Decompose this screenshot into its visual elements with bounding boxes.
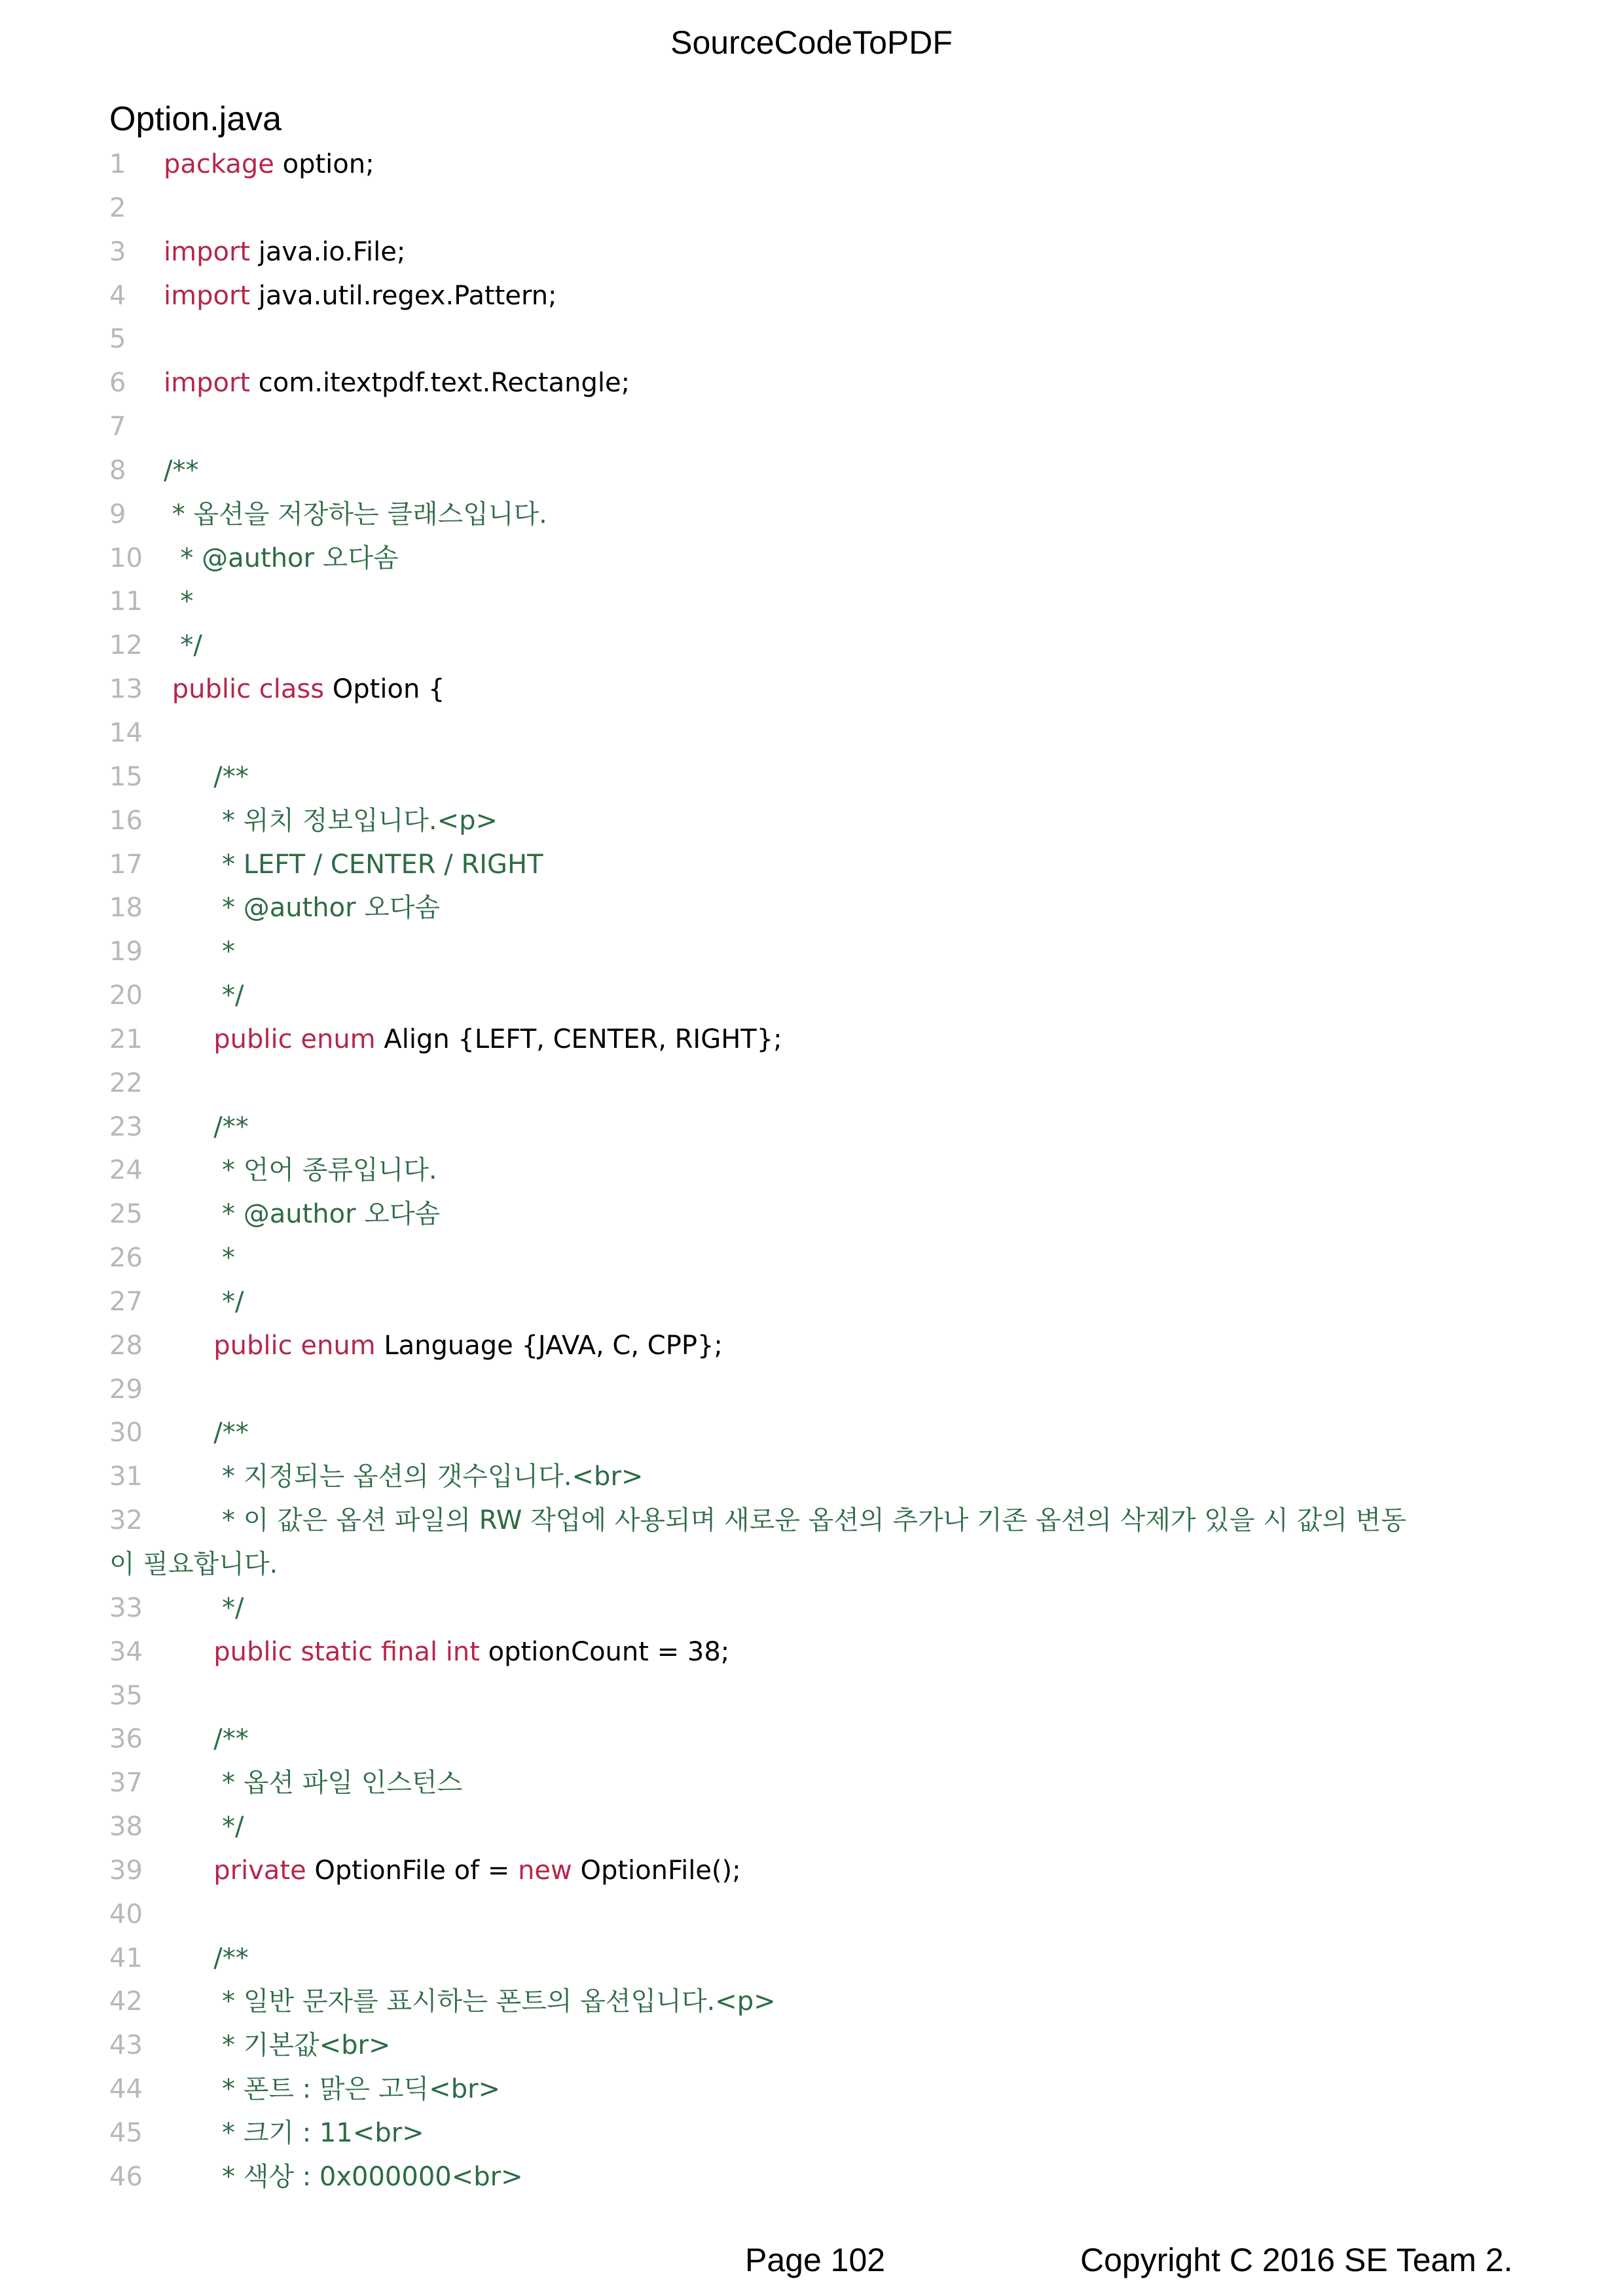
keyword-token: public class <box>164 674 325 705</box>
line-number: 19 <box>109 937 143 967</box>
keyword-token: private <box>164 1855 306 1886</box>
line-number: 35 <box>109 1680 143 1711</box>
code-line <box>109 1499 1523 1587</box>
comment-token: * 옵션 파일 인스턴스 <box>164 1768 463 1799</box>
line-number: 8 <box>109 455 126 486</box>
line-number: 44 <box>109 2074 143 2105</box>
line-content <box>164 755 249 799</box>
code-token: option; <box>274 149 374 179</box>
line-content <box>164 1193 440 1236</box>
comment-token: * <box>164 937 236 967</box>
code-line <box>109 886 1523 930</box>
comment-token: * @author 오다솜 <box>164 543 399 573</box>
code-line <box>109 1849 1523 1893</box>
line-number: 30 <box>109 1418 143 1448</box>
code-line <box>109 317 1523 361</box>
keyword-token: import <box>164 280 251 311</box>
line-content <box>164 974 244 1018</box>
copyright-notice: Copyright C 2016 SE Team 2. <box>1080 2242 1513 2278</box>
code-line <box>109 274 1523 318</box>
comment-token: */ <box>164 1812 244 1842</box>
code-line <box>109 1630 1523 1674</box>
line-content <box>164 537 399 581</box>
comment-token: /** <box>164 1418 249 1448</box>
line-content <box>164 1499 1406 1543</box>
code-line <box>109 624 1523 668</box>
code-line <box>109 1062 1523 1105</box>
line-content <box>164 143 374 187</box>
line-content <box>164 230 405 274</box>
line-content <box>164 1236 235 1280</box>
comment-token: * <box>164 1243 236 1274</box>
line-content <box>164 886 440 930</box>
line-number: 25 <box>109 1199 143 1230</box>
line-number: 37 <box>109 1768 143 1799</box>
code-line <box>109 1280 1523 1324</box>
code-line <box>109 2024 1523 2068</box>
code-line <box>109 668 1523 711</box>
code-line <box>109 1149 1523 1193</box>
line-content <box>164 2155 523 2199</box>
code-line <box>109 1805 1523 1849</box>
code-line <box>109 1411 1523 1455</box>
line-number: 2 <box>109 192 126 223</box>
comment-token: /** <box>164 455 199 486</box>
line-number: 26 <box>109 1243 143 1274</box>
line-content <box>164 843 543 887</box>
code-line <box>109 974 1523 1018</box>
code-line <box>109 405 1523 449</box>
code-line <box>109 1717 1523 1761</box>
line-content <box>164 1105 249 1149</box>
line-content <box>164 1805 244 1849</box>
code-line <box>109 2111 1523 2155</box>
line-number: 21 <box>109 1024 143 1054</box>
comment-token: */ <box>164 1286 244 1317</box>
code-line <box>109 449 1523 493</box>
code-line <box>109 1018 1523 1062</box>
code-line <box>109 930 1523 974</box>
comment-token: */ <box>164 980 244 1011</box>
code-token: com.itextpdf.text.Rectangle; <box>250 368 630 399</box>
comment-token: * 크기 : 11<br> <box>164 2117 424 2148</box>
keyword-token: new <box>518 1855 572 1886</box>
comment-token: * 기본값<br> <box>164 2030 391 2061</box>
line-content <box>164 1587 244 1630</box>
line-content <box>164 1280 244 1324</box>
comment-token: /** <box>164 1111 249 1142</box>
line-content <box>164 2111 424 2155</box>
line-number: 13 <box>109 674 143 705</box>
code-token: Language {JAVA, C, CPP}; <box>375 1330 723 1361</box>
line-number: 10 <box>109 543 143 573</box>
code-line <box>109 1761 1523 1805</box>
comment-token: * @author 오다솜 <box>164 1199 441 1230</box>
code-line <box>109 799 1523 843</box>
comment-token: */ <box>164 630 202 661</box>
line-number: 20 <box>109 980 143 1011</box>
code-line <box>109 580 1523 624</box>
comment-token: * 폰트 : 맑은 고딕<br> <box>164 2074 501 2105</box>
comment-token: /** <box>164 1943 249 1973</box>
code-line <box>109 143 1523 187</box>
code-token: OptionFile(); <box>572 1855 741 1886</box>
line-content <box>164 2024 391 2068</box>
code-line <box>109 2155 1523 2199</box>
line-number: 17 <box>109 849 143 880</box>
code-line <box>109 1455 1523 1499</box>
line-number: 27 <box>109 1286 143 1317</box>
code-line <box>109 711 1523 755</box>
line-content <box>164 1717 249 1761</box>
line-number: 5 <box>109 324 126 355</box>
line-number: 38 <box>109 1812 143 1842</box>
comment-token: * 옵션을 저장하는 클래스입니다. <box>164 499 547 529</box>
comment-token: * <box>164 586 194 617</box>
code-token: Option { <box>324 674 445 705</box>
code-line <box>109 1368 1523 1412</box>
line-number: 9 <box>109 499 126 529</box>
line-number: 22 <box>109 1067 143 1098</box>
line-content <box>164 1761 462 1805</box>
code-line <box>109 1324 1523 1368</box>
code-listing <box>109 143 1523 2199</box>
line-content <box>164 1324 723 1368</box>
comment-token: * 위치 정보입니다.<p> <box>164 805 498 836</box>
code-line <box>109 493 1523 537</box>
comment-token: * LEFT / CENTER / RIGHT <box>164 849 543 880</box>
line-content <box>164 493 547 537</box>
code-line <box>109 1193 1523 1236</box>
code-line <box>109 230 1523 274</box>
line-content <box>164 361 630 405</box>
line-number: 46 <box>109 2161 143 2192</box>
line-content <box>164 1937 249 1981</box>
keyword-token: import <box>164 236 251 267</box>
code-line <box>109 537 1523 581</box>
code-line <box>109 1236 1523 1280</box>
keyword-token: public enum <box>164 1024 376 1054</box>
comment-token: * 색상 : 0x000000<br> <box>164 2161 523 2192</box>
line-number: 43 <box>109 2030 143 2061</box>
page-number: Page 102 <box>745 2242 886 2278</box>
comment-token: * 언어 종류입니다. <box>164 1155 437 1186</box>
page-header-title: SourceCodeToPDF <box>670 24 953 61</box>
line-number: 11 <box>109 586 143 617</box>
code-line <box>109 843 1523 887</box>
line-number: 3 <box>109 236 126 267</box>
line-number: 34 <box>109 1636 143 1667</box>
line-content <box>164 1849 741 1893</box>
comment-token: */ <box>164 1592 244 1623</box>
line-number: 18 <box>109 893 143 924</box>
code-line <box>109 755 1523 799</box>
line-number: 12 <box>109 630 143 661</box>
line-number: 45 <box>109 2117 143 2148</box>
line-number: 40 <box>109 1899 143 1929</box>
line-content <box>164 274 557 318</box>
comment-token: * @author 오다솜 <box>164 893 441 924</box>
line-number: 41 <box>109 1943 143 1973</box>
line-number: 16 <box>109 805 143 836</box>
comment-token: /** <box>164 1724 249 1755</box>
line-content <box>164 624 202 668</box>
line-content <box>164 1018 782 1062</box>
code-line <box>109 1674 1523 1718</box>
keyword-token: public enum <box>164 1330 376 1361</box>
line-content <box>164 799 498 843</box>
line-content <box>164 1149 437 1193</box>
code-line <box>109 1980 1523 2024</box>
file-name-heading: Option.java <box>109 100 282 138</box>
comment-token: * 지정되는 옵션의 갯수입니다.<br> <box>164 1462 644 1492</box>
line-number: 28 <box>109 1330 143 1361</box>
comment-token: /** <box>164 761 249 792</box>
line-content <box>164 449 198 493</box>
line-number: 29 <box>109 1374 143 1405</box>
code-token: optionCount = 38; <box>479 1636 730 1667</box>
comment-token: * 이 값은 옵션 파일의 RW 작업에 사용되며 새로운 옵션의 추가나 기존 옵션의 삭제가 있을 시 값의 변동 <box>164 1505 1406 1536</box>
line-number: 42 <box>109 1986 143 2017</box>
line-content <box>164 1455 643 1499</box>
line-number: 1 <box>109 149 126 179</box>
line-number: 4 <box>109 280 126 311</box>
keyword-token: import <box>164 368 251 399</box>
line-number: 39 <box>109 1855 143 1886</box>
line-content <box>164 668 445 711</box>
line-number: 36 <box>109 1724 143 1755</box>
code-token: java.io.File; <box>250 236 406 267</box>
wrapped-comment-continuation: 이 필요합니다. <box>109 1549 278 1579</box>
line-content <box>164 1411 249 1455</box>
keyword-token: package <box>164 149 274 179</box>
line-number: 7 <box>109 412 126 442</box>
line-number: 15 <box>109 761 143 792</box>
line-content <box>164 1630 729 1674</box>
line-number: 14 <box>109 717 143 748</box>
line-number: 6 <box>109 368 126 399</box>
code-token: Align {LEFT, CENTER, RIGHT}; <box>375 1024 782 1054</box>
code-line <box>109 187 1523 230</box>
line-content <box>164 580 193 624</box>
code-token: OptionFile of = <box>306 1855 519 1886</box>
keyword-token: public static final int <box>164 1636 480 1667</box>
code-line <box>109 1937 1523 1981</box>
line-number: 33 <box>109 1592 143 1623</box>
line-number: 31 <box>109 1462 143 1492</box>
line-content <box>164 2068 500 2111</box>
code-line <box>109 1587 1523 1630</box>
code-line <box>109 361 1523 405</box>
line-number: 23 <box>109 1111 143 1142</box>
comment-token: * 일반 문자를 표시하는 폰트의 옵션입니다.<p> <box>164 1986 776 2017</box>
code-line <box>109 1105 1523 1149</box>
line-number: 32 <box>109 1505 143 1536</box>
line-content <box>164 1980 776 2024</box>
code-line <box>109 2068 1523 2111</box>
code-line <box>109 1893 1523 1937</box>
code-token: java.util.regex.Pattern; <box>250 280 557 311</box>
line-content <box>164 930 235 974</box>
line-number: 24 <box>109 1155 143 1186</box>
